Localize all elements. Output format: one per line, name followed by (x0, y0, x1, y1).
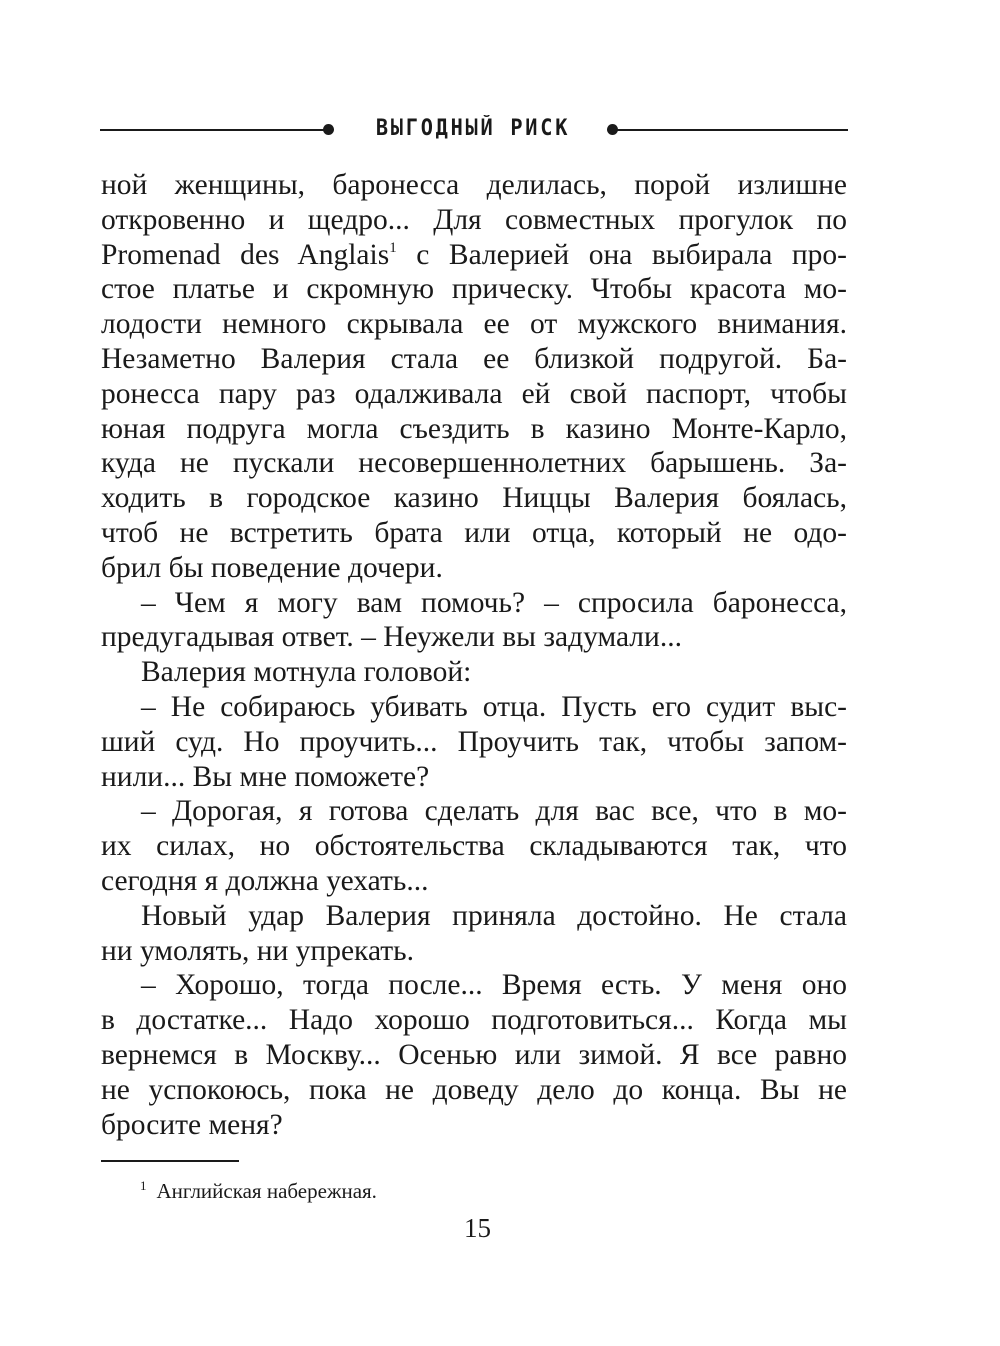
text-line: нили... Вы мне поможете? (101, 760, 430, 793)
text-line: предугадывая ответ. – Неужели вы задумали... (101, 621, 682, 654)
text-fragment: Promenad des Anglais (101, 238, 390, 271)
header-ornament-dot-left (323, 124, 334, 135)
text-line: ронесса пару раз одалживала ей свой паспорт, чтобы (101, 377, 847, 410)
text-line: – Не собираюсь убивать отца. Пусть его судит выс- (141, 690, 847, 723)
text-line: стое платье и скромную прическу. Чтобы красота мо- (101, 273, 847, 306)
header-rule-right (613, 129, 848, 131)
footnote (140, 1172, 377, 1205)
footnote-separator (101, 1160, 239, 1162)
text-fragment: с Валерией она выбирала про- (416, 238, 848, 271)
text-line: – Чем я могу вам помочь? – спросила баронесса, (141, 586, 847, 619)
text-line: куда не пускали несовершеннолетних барышень. За- (101, 447, 847, 480)
text-line: в достатке... Надо хорошо подготовиться... Когда мы (101, 1004, 847, 1037)
running-title: ВЫГОДНЫЙ РИСК (375, 116, 571, 141)
body-text (101, 168, 847, 1142)
text-line: Незаметно Валерия стала ее близкой подругой. Ба- (101, 342, 847, 375)
text-line (101, 238, 847, 273)
header-rule-left (100, 129, 328, 131)
footnote-text: Английская набережная. (156, 1179, 377, 1203)
text-line: чтоб не встретить брата или отца, который не одо- (101, 516, 847, 549)
text-line: их силах, но обстоятельства складываются так, что (101, 830, 847, 863)
text-line: бросите меня? (101, 1108, 283, 1141)
footnote-reference[interactable]: 1 (389, 239, 397, 256)
text-line: ший суд. Но проучить... Проучить так, чтобы запом- (101, 725, 847, 758)
text-line: – Хорошо, тогда после... Время есть. У меня оно (141, 969, 847, 1002)
text-line: сегодня я должна уехать... (101, 864, 429, 897)
text-line: юная подруга могла съездить в казино Монте-Карло, (101, 412, 847, 445)
text-line: Новый удар Валерия приняла достойно. Не стала (141, 899, 847, 932)
text-line: брил бы поведение дочери. (101, 551, 443, 584)
text-line: откровенно и щедро... Для совместных прогулок по (101, 203, 847, 236)
text-line: ходить в городское казино Ниццы Валерия боялась, (101, 482, 847, 515)
text-line: Валерия мотнула головой: (141, 656, 472, 689)
text-line: не успокоюсь, пока не доведу дело до конца. Вы не (101, 1073, 847, 1106)
running-header (100, 110, 848, 148)
page-number: 15 (464, 1213, 491, 1243)
text-line: лодости немного скрывала ее от мужского внимания. (101, 308, 847, 341)
text-line: – Дорогая, я готова сделать для вас все, что в мо- (141, 795, 847, 828)
text-line: вернемся в Москву... Осенью или зимой. Я все равно (101, 1038, 847, 1071)
footnote-mark: 1 (140, 1178, 147, 1193)
text-line: ни умолять, ни упрекать. (101, 934, 414, 967)
text-line: ной женщины, баронесса делилась, порой излишне (101, 169, 847, 201)
